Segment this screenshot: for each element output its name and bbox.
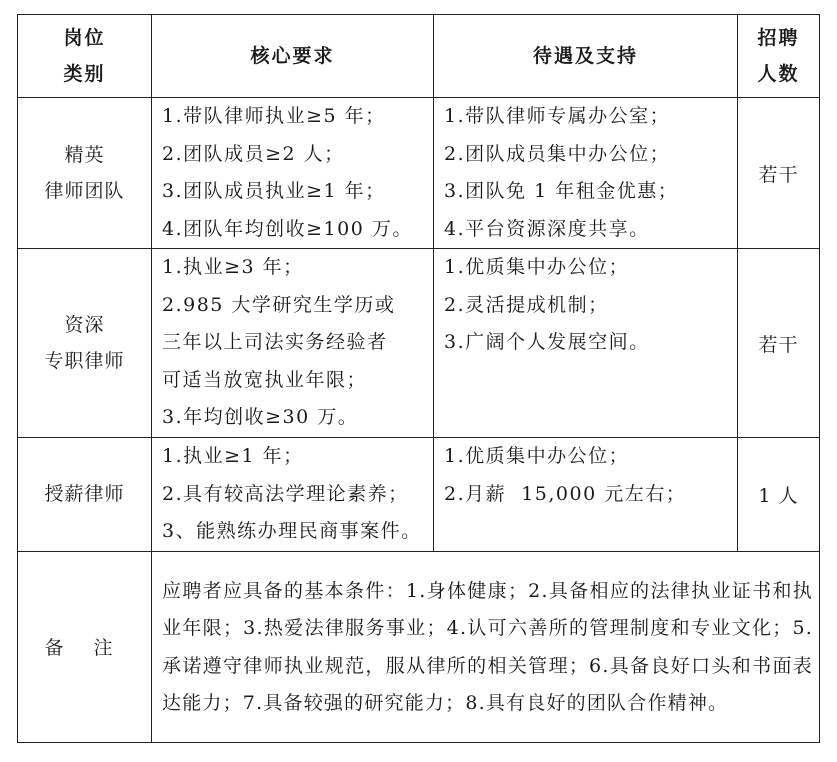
requirement-item: 3.团队成员执业≥1 年； xyxy=(162,180,386,202)
category-line: 律师团队 xyxy=(44,180,125,202)
header-count-line: 招聘 xyxy=(757,27,800,49)
category-cell xyxy=(18,249,152,438)
requirement-item: 三年以上司法实务经验者 xyxy=(162,331,388,354)
header-category xyxy=(18,15,152,98)
recruitment-table xyxy=(17,14,820,743)
benefit-item: 1.优质集中办公位； xyxy=(444,256,630,278)
category-line: 精英 xyxy=(64,144,105,166)
requirement-item: 4.团队年均创收≥100 万。 xyxy=(162,217,413,240)
header-count xyxy=(738,15,820,98)
category-line: 授薪律师 xyxy=(44,483,125,506)
benefit-item: 2.月薪 15,000 元左右； xyxy=(444,482,687,505)
category-cell xyxy=(18,98,152,249)
header-row xyxy=(18,15,820,98)
requirements-cell xyxy=(152,249,434,438)
benefit-item: 3.团队免 1 年租金优惠； xyxy=(444,180,679,202)
table-row-senior-lawyer xyxy=(18,249,820,438)
benefit-item: 2.灵活提成机制； xyxy=(444,293,609,316)
header-category-line: 类别 xyxy=(63,63,106,85)
benefit-item: 1.带队律师专属办公室； xyxy=(444,105,671,127)
category-line: 资深 xyxy=(64,314,105,336)
requirements-cell xyxy=(152,438,434,552)
requirement-item: 可适当放宽执业年限； xyxy=(162,368,368,391)
count-cell: 若干 xyxy=(738,98,820,249)
benefits-cell xyxy=(434,98,738,249)
requirement-item: 2.团队成员≥2 人； xyxy=(162,142,345,165)
requirement-item: 2.985 大学研究生学历或 xyxy=(162,293,396,316)
count-cell: 若干 xyxy=(738,249,820,438)
benefit-item: 2.团队成员集中办公位； xyxy=(444,142,671,165)
header-count-line: 人数 xyxy=(757,63,800,85)
benefits-cell xyxy=(434,438,738,552)
count-cell: 1 人 xyxy=(738,438,820,552)
remarks-label: 备 注 xyxy=(18,551,152,742)
header-requirements: 核心要求 xyxy=(152,15,434,98)
remarks-text: 应聘者应具备的基本条件：1.身体健康；2.具备相应的法律执业证书和执业年限；3.热爱法律服务事业；4.认可六善所的管理制度和专业文化；5.承诺遵守律师执业规范，服从律所的相关管理；6.具备良好口头和书面表达能力；7.具备较强的研究能力；8.具有良好的团队合作精神。 xyxy=(152,551,820,742)
requirement-item: 3.年均创收≥30 万。 xyxy=(162,406,359,429)
header-category-line: 岗位 xyxy=(63,27,106,49)
benefit-item: 4.平台资源深度共享。 xyxy=(444,217,650,240)
category-cell xyxy=(18,438,152,552)
table-row-elite-team xyxy=(18,98,820,249)
requirement-item: 2.具有较高法学理论素养； xyxy=(162,482,409,505)
benefit-item: 1.优质集中办公位； xyxy=(444,445,630,467)
requirements-cell xyxy=(152,98,434,249)
requirement-item: 1.执业≥3 年； xyxy=(162,256,304,279)
benefit-item: 3.广阔个人发展空间。 xyxy=(444,331,650,353)
category-line: 专职律师 xyxy=(44,350,125,372)
table-row-salaried-lawyer xyxy=(18,438,820,552)
benefits-cell xyxy=(434,249,738,438)
requirement-item: 1.执业≥1 年； xyxy=(162,445,304,467)
requirement-item: 3、能熟练办理民商事案件。 xyxy=(162,520,422,542)
header-benefits: 待遇及支持 xyxy=(434,15,738,98)
requirement-item: 1.带队律师执业≥5 年； xyxy=(162,105,386,127)
table-row-remarks xyxy=(18,551,820,742)
